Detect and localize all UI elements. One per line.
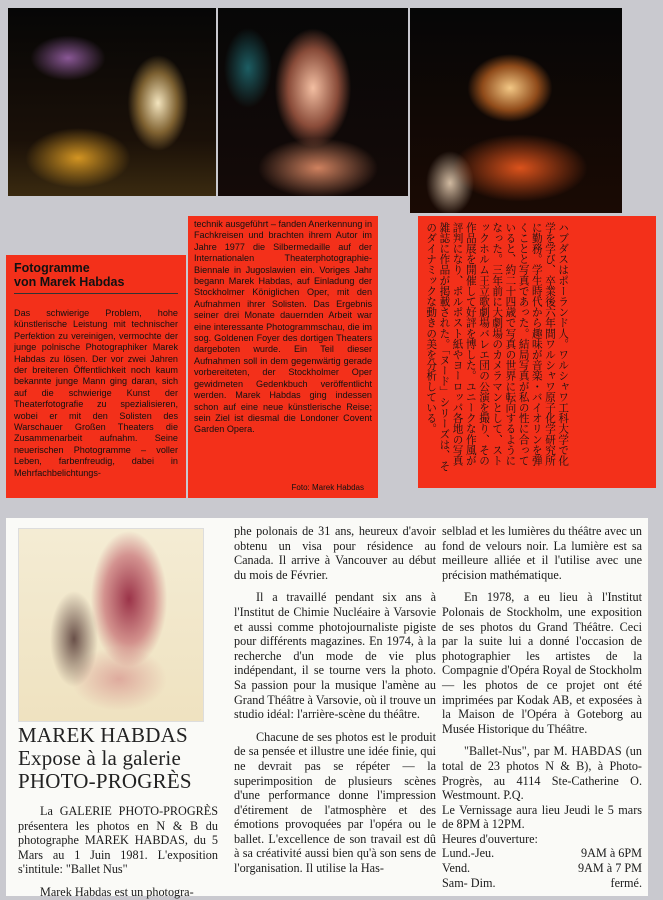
french-article	[6, 518, 648, 899]
german-title-line1: Fotogramme	[14, 261, 90, 275]
article-paragraph: Marek Habdas est un photogra-	[40, 884, 194, 899]
german-title-box	[6, 255, 186, 303]
article-paragraph: phe polonais de 31 ans, heureux d'avoir obtenu un visa pour résidence au Canada. Il arrive à Vancouver au début du mois de Février.	[234, 524, 436, 582]
hours-title: Heures d'ouverture:	[442, 831, 538, 846]
german-title-line2: von Marek Habdas	[14, 275, 125, 289]
dancer-photo-1	[8, 8, 216, 196]
german-title-rule	[14, 293, 178, 294]
article-paragraph: selblad et les lumières du théâtre avec un fond de velours noir. La lumière est sa meilleure alliée et il l'utilise avec une précision mathématique.	[442, 524, 642, 582]
hours-row	[442, 876, 642, 891]
german-body-right: technik ausgeführt – fanden Anerkennung in Fachkreisen und brachten ihrem Autor im Jahre 1977 die Silbermedaille auf der Internationalen Theaterphotographie-Biennale in Jugoslawien ein. Voriges Jahr begann Marek Habdas, auf Einladung der Stockholmer Königlichen Oper, mit den Aufnahmen ihrer Solisten. Das Ergebnis seiner drei Monate dauernden Arbeit war eine interessante Photogrammschau, die im sog. Goldenen Foyer des dortigen Theaters dargeboten wurde. Ein Teil dieser Aufnahmen soll in dem gegenwärtig gerade vorbereiteten, der Stockholmer Oper gewidmeten Gedenkbuch veröffentlicht werden. Marek Habdas ging indessen schon auf eine neue künstlerische Reise; sein Ziel ist diesmal die Londoner Covent Garden Opera.	[194, 219, 372, 435]
hours-row	[442, 846, 642, 861]
dancer-photo-2	[218, 8, 408, 196]
article-paragraph: Il a travaillé pendant six ans à l'Institut de Chimie Nucléaire à Varsovie et aussi comme photojournaliste pigiste pour différents magazines. En 1974, à la recherche d'un mode de vie plus indépendant, il se tourne vers la photo. Sa passion pour la musique l'amène au Grand Théâtre à Varsovie, où il trouve un studio idéal: l'arrière-scène du théâtre.	[234, 590, 436, 722]
headline-line3: PHOTO-PROGRÈS	[18, 769, 192, 793]
german-column-left	[6, 302, 186, 498]
hours-time: 9AM à 6PM	[581, 846, 642, 861]
article-headline	[18, 724, 228, 793]
japanese-column	[418, 216, 656, 488]
hours-day: Sam- Dim.	[442, 875, 496, 890]
hours-time: 9AM à 7 PM	[578, 861, 642, 876]
ballet-photo	[18, 528, 204, 722]
german-photo-credit: Foto: Marek Habdas	[291, 483, 364, 492]
article-paragraph: "Ballet-Nus", par M. HABDAS (un total de 23 photos N & B), à Photo-Progrès, au 4114 Ste-Catherine O. Westmount. P.Q.	[442, 744, 642, 803]
dancer-photo-3	[410, 8, 622, 213]
hours-day: Vend.	[442, 861, 471, 876]
article-paragraph: En 1978, a eu lieu à l'Institut Polonais de Stockholm, une exposition de ses photos du Grand Théâtre. Ceci par la suite lui a donné l'occasion de photographier les artistes de la Compagnie d'Opéra Royal de Stockholm — les photos de ce projet ont été imprimées par Kodak AB, et exposées à la Maison de l'Opéra à Goteborg au Musée Historique du Théâtre.	[442, 590, 642, 736]
german-title	[6, 255, 186, 289]
hours-time: fermé.	[610, 875, 642, 890]
article-paragraph: La GALERIE PHOTO-PROGRÈS présentera les photos en N & B du photographe MAREK HABDAS, du 5 Mars au 1 Juin 1981. L'exposition s'intitule: "Ballet Nus"	[18, 804, 218, 877]
article-column-2	[234, 524, 436, 884]
article-column-3	[442, 524, 642, 890]
japanese-text: ハブダスはポーランド人。ワルシャワ工科大学で化学を学び、卒業後六年間ワルシャワ原子化学研究所に勤務。学生時代から趣味が音楽・バイオリンを弾くことと写真であった。結局写真が私の性に合っていると、約二十四歳で写真の世界に転向するようになった。三年前に大劇場のカメラマンとして、ストックホルム王立歌劇場バレエ団の公演を撮り、その作品展を開催して好評を博した。ユニークな作風が評判になり、ポルポスト紙やヨーロッパ各地の写真雑誌に作品が掲載された。「ヌード」シリーズは、そのダイナミックな動きの美を分析している。	[425, 222, 570, 472]
headline-line1: MAREK HABDAS	[18, 723, 188, 747]
article-paragraph: Chacune de ses photos est le produit de sa pensée et illustre une idée finie, qui ne devrait pas se répéter — la superimposition de plusieurs scènes d'une performance donne l'impression d'étirement de l'atmosphère et des émotions provoquées par l'opéra ou le ballet. L'excellence de son travail est dû à sa créativité aussi bien qu'à son sens de l'organisation. Il utilise la Has-	[234, 729, 436, 876]
vernissage-note: Le Vernissage aura lieu Jeudi le 5 mars de 8PM à 12PM.	[442, 802, 642, 832]
german-body-left: Das schwierige Problem, hohe künstlerische Leistung mit technischer Perfektion zu vereinigen, vermochte der junge polnische Photographiker Marek Habdas zu lösen. Der vor zwei Jahren der breiteren Öffentlichkeit noch kaum bekannte junge Mann ging daran, sich auf die schwierige Kunst der Theaterfotografie zu spezialisieren, wobei er mit den Solisten des Warschauer Großen Theaters die Zusammenarbeit aufnahm. Seine neuerischen Photogramme – voller Leben, farbenfreudig, dabei in Mehrfachbelichtungs-	[14, 308, 178, 478]
german-column-right	[188, 216, 378, 498]
article-column-1	[18, 804, 218, 900]
hours-day: Lund.-Jeu.	[442, 846, 495, 861]
hours-row	[442, 861, 642, 876]
headline-line2: Expose à la galerie	[18, 746, 181, 770]
